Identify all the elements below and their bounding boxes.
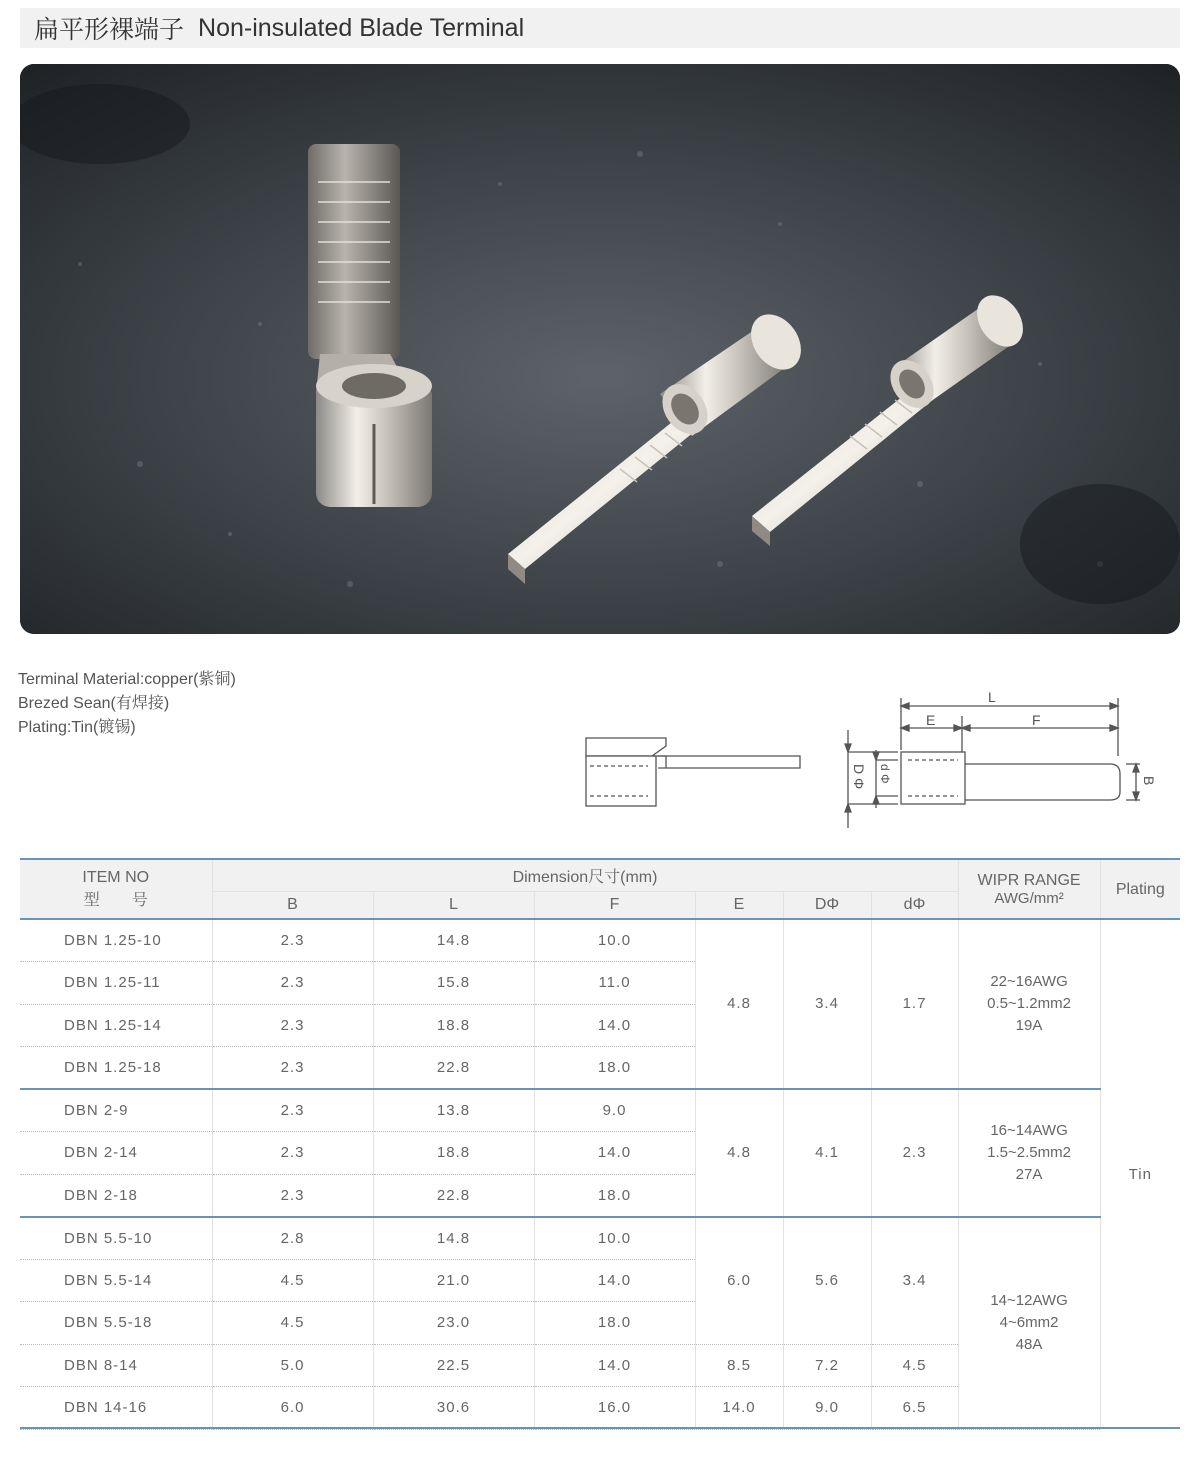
table-row: DBN 5.5-18 4.5 23.0 18.0	[20, 1302, 1180, 1345]
side-view-drawing	[586, 738, 800, 806]
group3-d: 3.4	[871, 1217, 958, 1345]
title-en: Non-insulated Blade Terminal	[198, 13, 525, 42]
top-view-drawing	[845, 698, 1140, 828]
header-plating: Plating	[1100, 860, 1180, 919]
table-row: DBN 5.5-10 2.8 14.8 10.0 6.0 5.6 3.4 14~12AWG 4~6mm2 48A	[20, 1217, 1180, 1260]
spec-seam: Brezed Sean(有焊接)	[18, 695, 170, 712]
header-d: dΦ	[871, 891, 958, 919]
group2-d: 2.3	[871, 1089, 958, 1217]
group3-E: 6.0	[695, 1217, 783, 1345]
header-dimension: Dimension尺寸(mm)	[212, 860, 958, 891]
group1-D: 3.4	[783, 919, 871, 1089]
table-row: DBN 14-16 6.0 30.6 16.0 14.0 9.0 6.5	[20, 1387, 1180, 1430]
table-row: DBN 2-14 2.3 18.8 14.0	[20, 1132, 1180, 1175]
group2-wire-range: 16~14AWG 1.5~2.5mm2 27A	[958, 1089, 1100, 1217]
header-B: B	[212, 891, 373, 919]
table-row: DBN 1.25-11 2.3 15.8 11.0	[20, 962, 1180, 1005]
table-row: DBN 1.25-14 2.3 18.8 14.0	[20, 1004, 1180, 1047]
group2-E: 4.8	[695, 1089, 783, 1217]
label-d: d Φ	[878, 764, 892, 784]
table-header-rule	[20, 918, 1180, 920]
table-row: DBN 2-9 2.3 13.8 9.0 4.8 4.1 2.3 16~14AWG 1.5~2.5mm2 27A	[20, 1089, 1180, 1132]
product-photo	[20, 64, 1180, 634]
label-L: L	[988, 689, 996, 705]
table-row: DBN 8-14 5.0 22.5 14.0 8.5 7.2 4.5	[20, 1344, 1180, 1387]
header-F: F	[534, 891, 695, 919]
table-row: DBN 1.25-18 2.3 22.8 18.0	[20, 1047, 1180, 1090]
plating-value: Tin	[1128, 1165, 1152, 1183]
group1-wire-range: 22~16AWG 0.5~1.2mm2 19A	[958, 919, 1100, 1089]
page-title-bar	[20, 8, 1180, 48]
group2-D: 4.1	[783, 1089, 871, 1217]
table-row: DBN 2-18 2.3 22.8 18.0	[20, 1174, 1180, 1217]
group1-E: 4.8	[695, 919, 783, 1089]
dimension-table	[20, 860, 1180, 1430]
spec-plating: Plating:Tin(镀锡)	[18, 719, 136, 736]
spec-list	[18, 668, 236, 740]
header-D: DΦ	[783, 891, 871, 919]
spec-material: Terminal Material:copper(紫铜)	[18, 671, 236, 688]
label-E: E	[926, 712, 936, 728]
label-D: D Φ	[851, 764, 867, 790]
group1-d: 1.7	[871, 919, 958, 1089]
header-E: E	[695, 891, 783, 919]
header-item-no: ITEM NO 型 号	[20, 860, 212, 919]
title-cn: 扁平形裸端子	[34, 16, 185, 44]
label-B: B	[1141, 776, 1157, 786]
header-wire-range: WIPR RANGE AWG/mm²	[958, 860, 1100, 919]
table-row: DBN 5.5-14 4.5 21.0 14.0	[20, 1259, 1180, 1302]
group3-wire-range: 14~12AWG 4~6mm2 48A	[958, 1217, 1100, 1430]
label-F: F	[1032, 712, 1041, 728]
header-L: L	[373, 891, 534, 919]
technical-drawing	[578, 688, 1158, 843]
group3-D: 5.6	[783, 1217, 871, 1345]
table-bottom-rule	[20, 1427, 1180, 1429]
table-row: DBN 1.25-10 2.3 14.8 10.0 4.8 3.4 1.7 22~16AWG 0.5~1.2mm2 19A Tin	[20, 919, 1180, 962]
